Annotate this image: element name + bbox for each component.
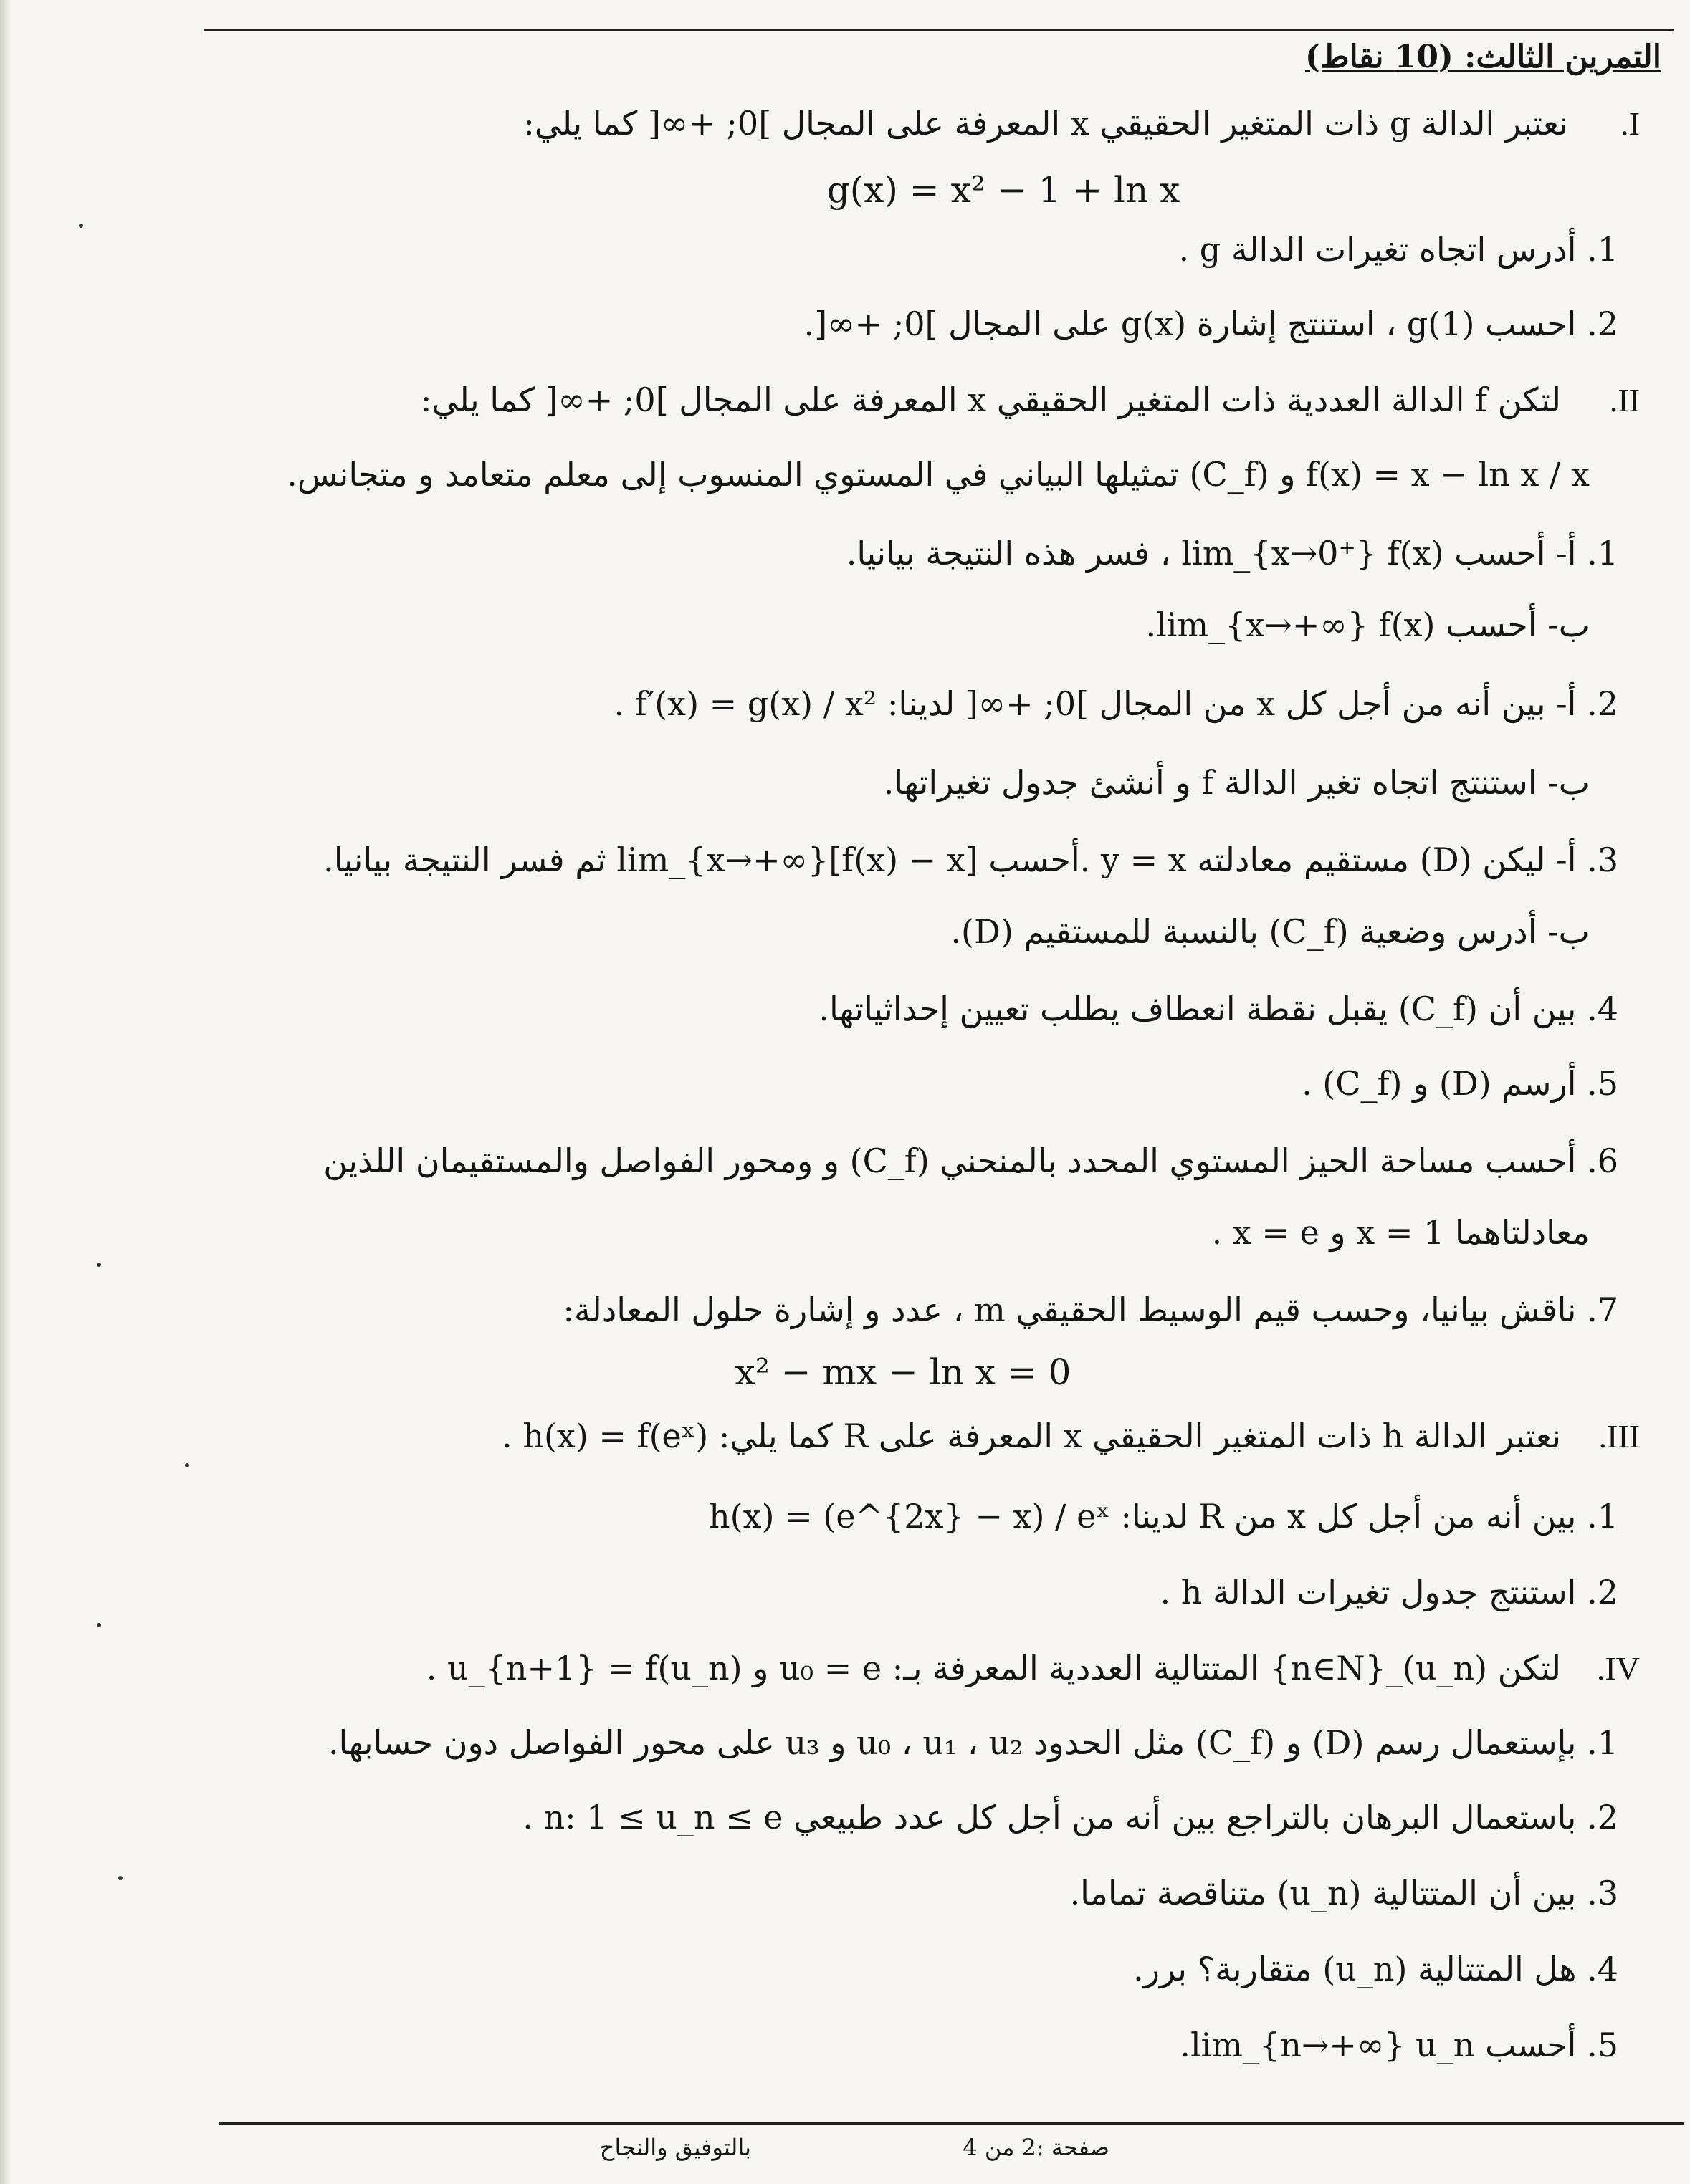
question-ii-3b: ب- أدرس وضعية (C_f) بالنسبة للمستقيم (D). (950, 912, 1590, 951)
question-iv-4: 4. هل المتتالية (u_n) متقاربة؟ برر. (1133, 1950, 1618, 1988)
scan-edge-shadow (0, 0, 10, 2184)
scan-speck (185, 1463, 189, 1467)
top-rule (204, 29, 1674, 31)
section-ii-intro: لتكن f الدالة العددية ذات المتغير الحقيقي x المعرفة على المجال ]0; +∞[ كما يلي: (420, 380, 1561, 419)
question-iv-3: 3. بين أن المتتالية (u_n) متناقصة تماما. (1069, 1874, 1618, 1912)
question-iv-5: 5. أحسب lim_{n→+∞} u_n. (1180, 2026, 1618, 2064)
f-definition: f(x) = x − ln x / x و (C_f) تمثيلها البياني في المستوي المنسوب إلى معلم متعامد و متجانس. (287, 455, 1590, 494)
question-iii-2: 2. استنتج جدول تغيرات الدالة h . (1160, 1573, 1618, 1611)
question-i-2: 2. احسب g(1) ، استنتج إشارة g(x) على المجال ]0; +∞[. (803, 305, 1618, 343)
section-ii-numeral: II. (1609, 382, 1640, 418)
question-ii-2b: ب- استنتج اتجاه تغير الدالة f و أنشئ جدول تغيراتها. (883, 763, 1590, 802)
page-number: صفحة :2 من 4 (963, 2134, 1109, 2161)
discussion-equation: x² − mx − ln x = 0 (735, 1351, 1071, 1393)
question-ii-1b: ب- أحسب lim_{x→+∞} f(x). (1145, 605, 1590, 644)
question-iv-1: 1. بإستعمال رسم (D) و (C_f) مثل الحدود u₀ ، u₁ ، u₂ و u₃ على محور الفواصل دون حسابها. (328, 1723, 1618, 1762)
section-iv-intro: لتكن (u_n)_{n∈N} المتتالية العددية المعرفة بـ: u₀ = e و u_{n+1} = f(u_n) . (426, 1649, 1561, 1687)
question-i-1: 1. أدرس اتجاه تغيرات الدالة g . (1178, 230, 1618, 269)
section-iv-numeral: IV. (1596, 1650, 1640, 1687)
question-ii-2a: 2. أ- بين أنه من أجل كل x من المجال ]0; +∞[ لدينا: f′(x) = g(x) / x² . (614, 684, 1618, 723)
question-ii-1a: 1. أ- أحسب lim_{x→0⁺} f(x) ، فسر هذه النتيجة بيانيا. (846, 534, 1618, 573)
scan-speck (97, 1263, 101, 1267)
section-iii-intro: نعتبر الدالة h ذات المتغير الحقيقي x المعرفة على R كما يلي: h(x) = f(eˣ) . (502, 1417, 1561, 1455)
g-definition: g(x) = x² − 1 + ln x (826, 169, 1180, 211)
bottom-rule (219, 2122, 1684, 2125)
scan-speck (79, 224, 83, 228)
question-iv-2: 2. باستعمال البرهان بالتراجع بين أنه من أجل كل عدد طبيعي n: 1 ≤ u_n ≤ e . (522, 1798, 1618, 1836)
question-ii-3a: 3. أ- ليكن (D) مستقيم معادلته y = x .أحسب lim_{x→+∞}[f(x) − x] ثم فسر النتيجة بيانيا. (323, 840, 1618, 879)
section-i-intro: نعتبر الدالة g ذات المتغير الحقيقي x المعرفة على المجال ]0; +∞[ كما يلي: (523, 104, 1568, 143)
scan-speck (118, 1876, 123, 1880)
scan-speck (97, 1623, 101, 1627)
exercise-title: التمرين الثالث: (10 نقاط) (1305, 39, 1661, 75)
section-iii-numeral: III. (1598, 1418, 1640, 1455)
closing-wish: بالتوفيق والنجاح (599, 2134, 751, 2161)
question-iii-1: 1. بين أنه من أجل كل x من R لدينا: h(x) = (e^{2x} − x) / eˣ (709, 1497, 1618, 1536)
question-ii-6: 6. أحسب مساحة الحيز المستوي المحدد بالمنحني (C_f) و ومحور الفواصل والمستقيمان اللذين (323, 1141, 1618, 1180)
question-ii-5: 5. أرسم (D) و (C_f) . (1302, 1064, 1618, 1103)
section-i-numeral: I. (1620, 105, 1640, 142)
question-ii-4: 4. بين أن (C_f) يقبل نقطة انعطاف يطلب تعيين إحداثياتها. (818, 990, 1618, 1028)
question-ii-7: 7. ناقش بيانيا، وحسب قيم الوسيط الحقيقي m ، عدد و إشارة حلول المعادلة: (563, 1290, 1618, 1329)
question-ii-6-continued: معادلتاهما x = 1 و x = e . (1211, 1213, 1590, 1252)
